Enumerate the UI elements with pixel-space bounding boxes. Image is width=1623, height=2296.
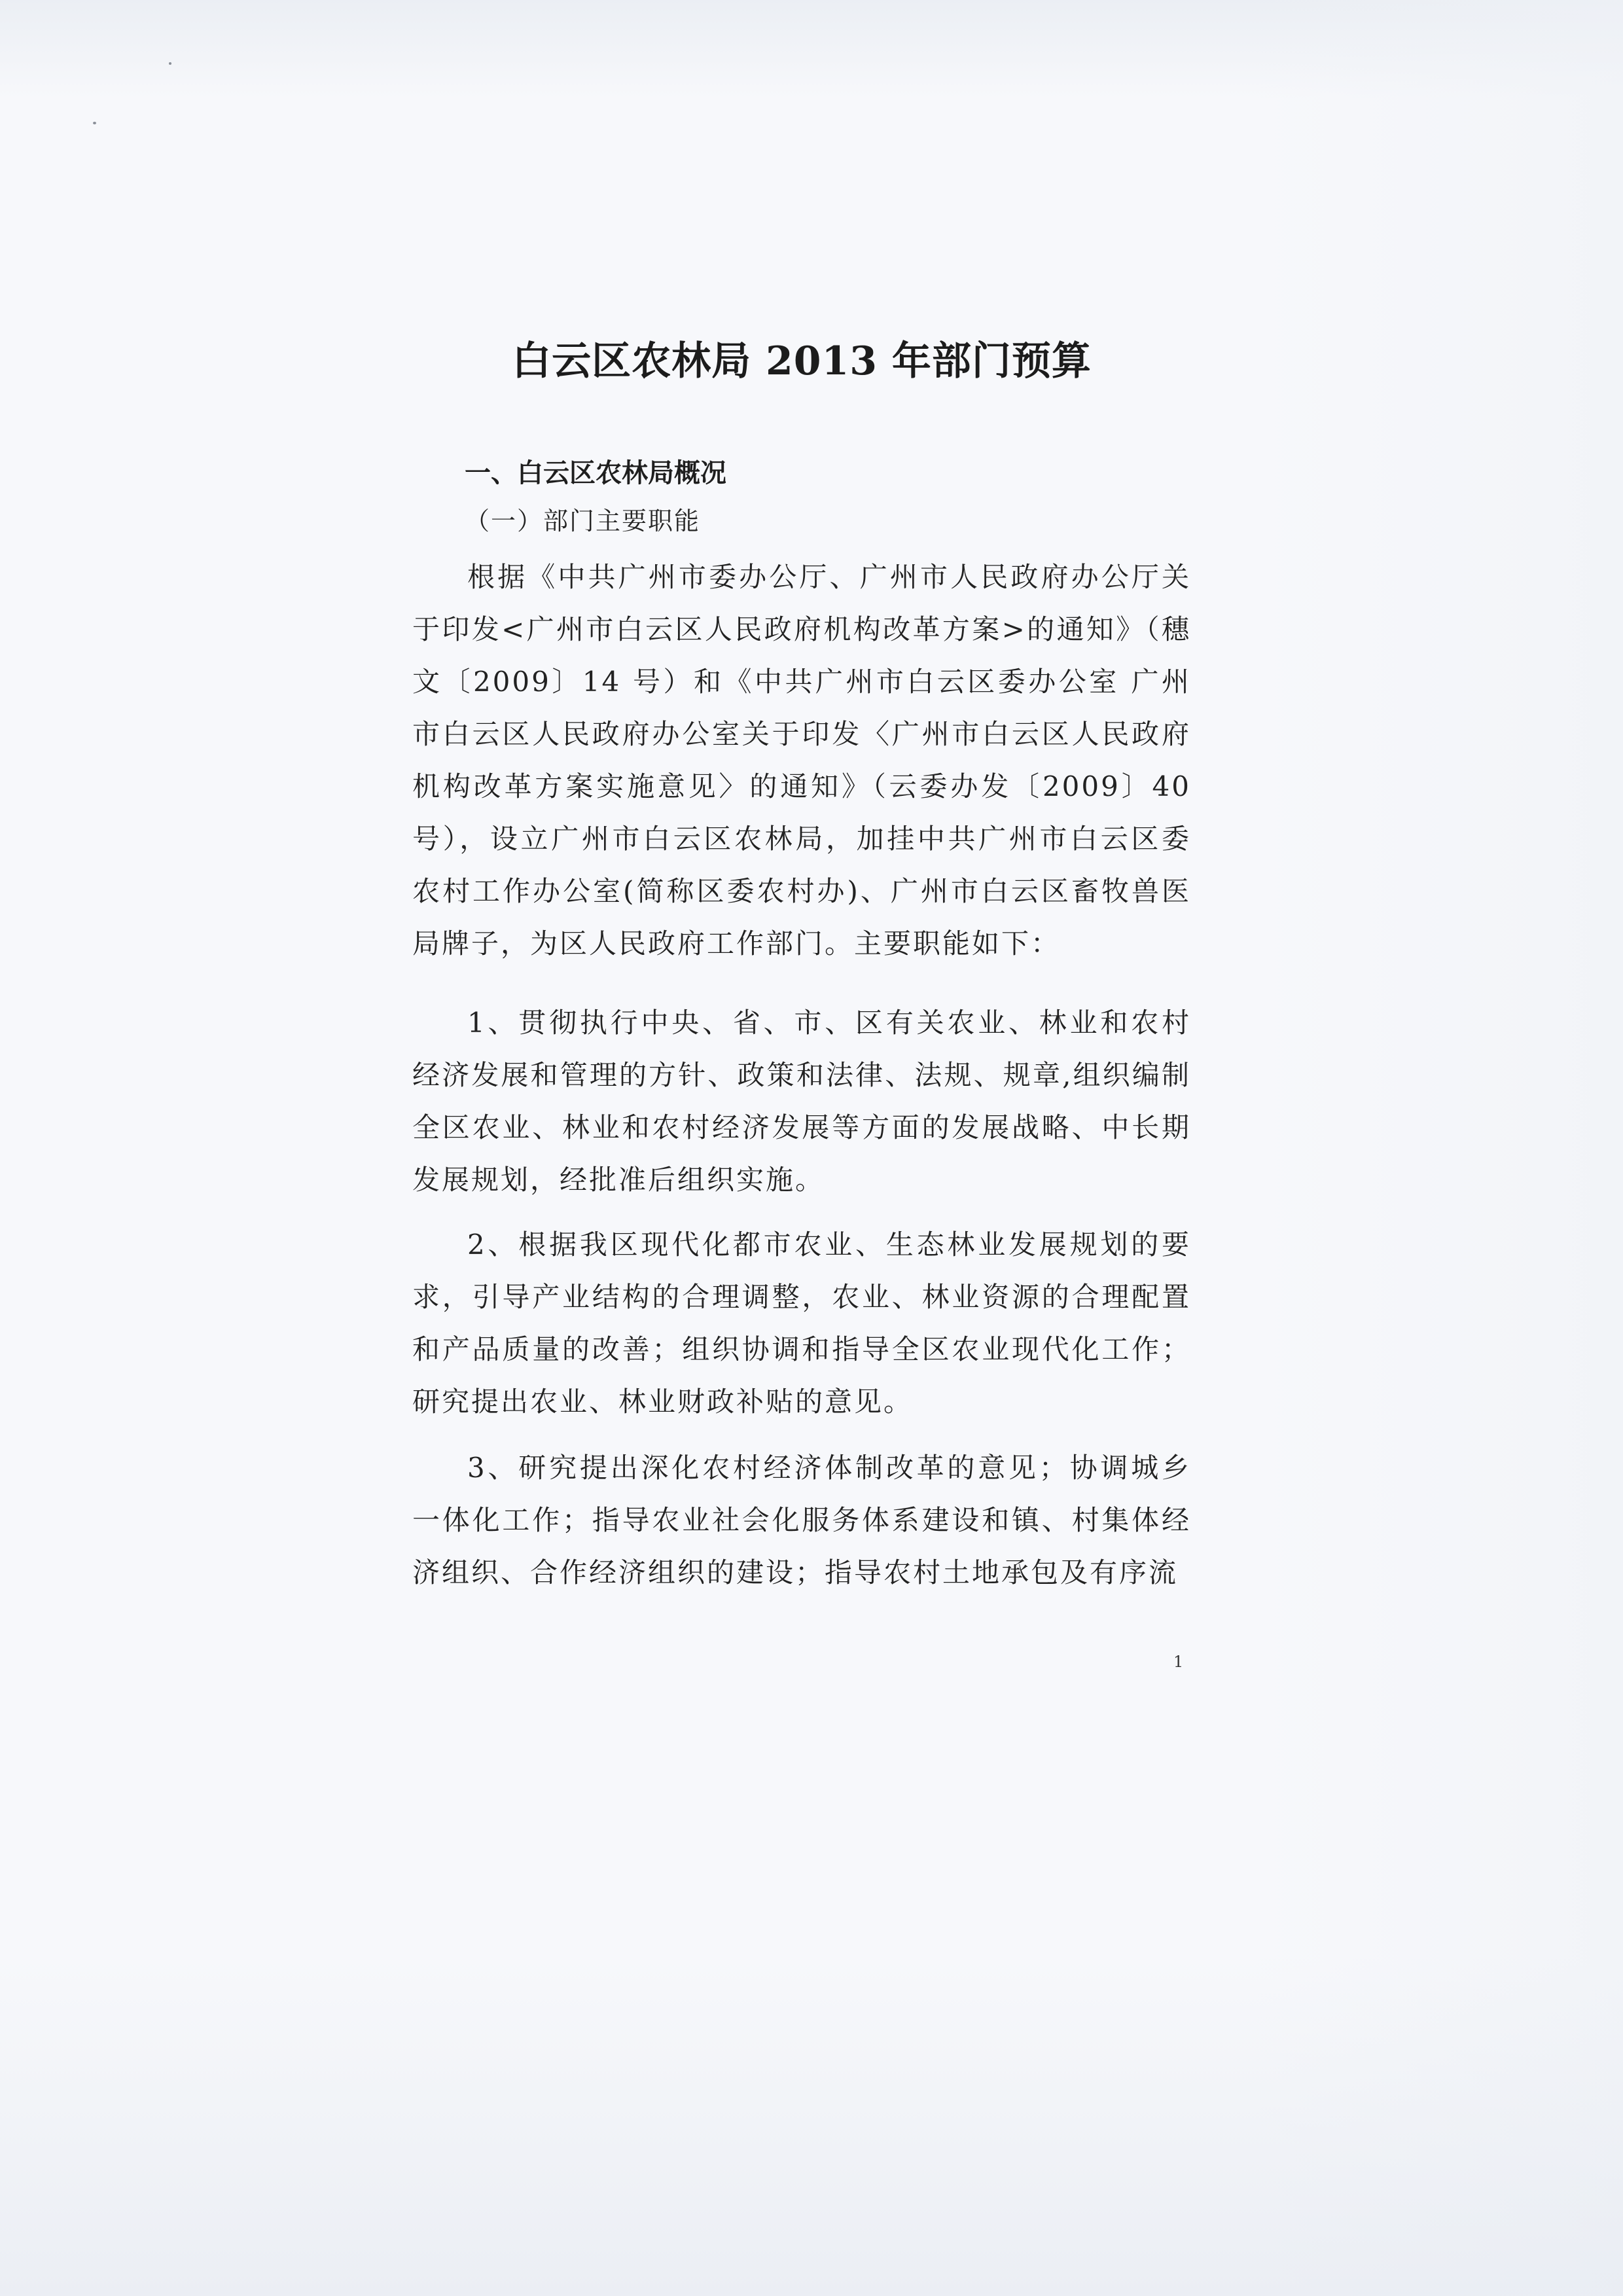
scan-speck bbox=[93, 122, 96, 124]
paragraph-intro: 根据《中共广州市委办公厅、广州市人民政府办公厅关于印发<广州市白云区人民政府机构改革方案>的通知》（穗文〔2009〕14 号）和《中共广州市白云区委办公室 广州市白云区人民政府办公室关于印发〈广州市白云区人民政府机构改革方案实施意见〉的通知》（云委办发〔2009〕40 号），设立广州市白云区农林局，加挂中共广州市白云区委农村工作办公室(简称区委农村办)、广州市白云区畜牧兽医局牌子，为区人民政府工作部门。主要职能如下： bbox=[412, 561, 1191, 960]
paragraph-item-1: 1、贯彻执行中央、省、市、区有关农业、林业和农村经济发展和管理的方针、政策和法律、法规、规章,组织编制全区农业、林业和农村经济发展等方面的发展战略、中长期发展规划，经批准后组织实施。 bbox=[412, 1007, 1191, 1196]
scan-speck bbox=[169, 62, 171, 65]
document-title: 白云区农林局 2013 年部门预算 bbox=[512, 338, 1092, 384]
paragraph-item-3: 3、研究提出深化农村经济体制改革的意见；协调城乡一体化工作；指导农业社会化服务体系建设和镇、村集体经济组织、合作经济组织的建设；指导农村土地承包及有序流 bbox=[412, 1452, 1191, 1588]
scan-shading-bottom bbox=[0, 1956, 1623, 2296]
scan-shading-right bbox=[1257, 0, 1623, 2296]
paragraph-item-2: 2、根据我区现代化都市农业、生态林业发展规划的要求，引导产业结构的合理调整，农业、林业资源的合理配置和产品质量的改善；组织协调和指导全区农业现代化工作；研究提出农业、林业财政补贴的意见。 bbox=[412, 1229, 1191, 1418]
section-heading: 一、白云区农林局概况 bbox=[465, 458, 726, 488]
page-number: 1 bbox=[1173, 1653, 1184, 1671]
subsection-heading: （一）部门主要职能 bbox=[465, 507, 701, 535]
